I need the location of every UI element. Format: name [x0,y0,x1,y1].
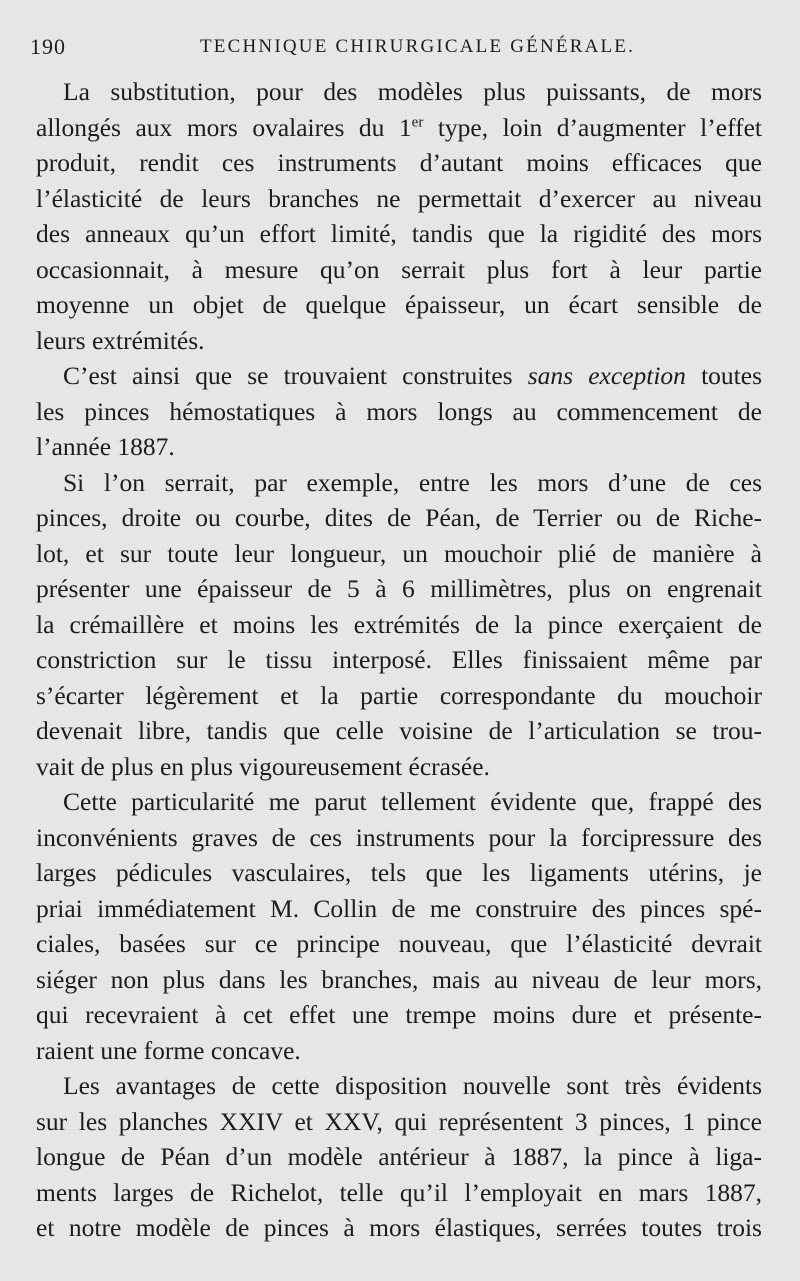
text-line: s’écarter légèrement et la partie correspondante du mouchoir [36,680,762,710]
text-line: constriction sur le tissu interposé. Elles finissaient même par [36,645,762,674]
text-line: l’élasticité de leurs branches ne permettait d’exercer au niveau [36,183,762,213]
text-line: leurs extrémités. [36,325,205,355]
text-line: La substitution, pour des modèles plus puissants, de mors [63,77,762,106]
text-line: occasionnait, à mesure qu’on serrait plus fort à leur partie [36,254,762,284]
text-line: qui recevraient à cet effet une trempe moins dure et présente- [36,1000,762,1029]
text-line: la crémaillère et moins les extrémités de la pince exerçaient de [36,609,762,639]
text-line: devenait libre, tandis que celle voisine de l’articulation se trou- [36,716,762,745]
body-text [36,74,762,1246]
running-head [30,30,760,64]
text-line: C’est ainsi que se trouvaient construites sans exception toutes [63,361,762,390]
text-line: ciales, basées sur ce principe nouveau, que l’élasticité devrait [36,929,762,958]
paragraph-5 [36,1068,762,1246]
text-line: priai immédiatement M. Collin de me construire des pinces spé- [36,893,762,923]
text-line: et notre modèle de pinces à mors élastiques, serrées toutes trois [36,1213,762,1242]
ordinal-superscript: er [411,114,424,130]
text-line: siéger non plus dans les branches, mais au niveau de leur mors, [36,964,762,994]
paragraph-4 [36,784,762,1068]
text-line: vait de plus en plus vigoureusement écrasée. [36,751,490,781]
text-line: Cette particularité me parut tellement évidente que, frappé des [63,787,762,816]
text-line: allongés aux mors ovalaires du 1er type, loin d’augmenter l’effet [36,112,762,142]
text-line: inconvénients graves de ces instruments pour la forcipressure des [36,822,762,852]
text-line: Si l’on serrait, par exemple, entre les mors d’une de ces [63,467,762,497]
text-line: lot, et sur toute leur longueur, un mouchoir plié de manière à [36,538,762,568]
text-line: larges pédicules vasculaires, tels que les ligaments utérins, je [36,858,762,887]
paragraph-1 [36,74,762,358]
text-line: Les avantages de cette disposition nouvelle sont très évidents [63,1071,762,1100]
running-title: TECHNIQUE CHIRURGICALE GÉNÉRALE. [200,36,636,57]
text-line: longue de Péan d’un modèle antérieur à 1887, la pince à liga- [36,1142,762,1171]
paragraph-2 [36,358,762,465]
text-line: raient une forme concave. [36,1035,301,1065]
text-line: pinces, droite ou courbe, dites de Péan, de Terrier ou de Riche- [36,503,762,532]
text-line: des anneaux qu’un effort limité, tandis que la rigidité des mors [36,219,762,248]
text-line: moyenne un objet de quelque épaisseur, un écart sensible de [36,290,762,319]
text-line: l’année 1887. [36,432,175,461]
paragraph-3 [36,465,762,785]
text-line: présenter une épaisseur de 5 à 6 millimètres, plus on engrenait [36,574,762,603]
page-number: 190 [30,34,66,59]
italic-emphasis: sans exception [527,361,686,390]
text-line: ments larges de Richelot, telle qu’il l’employait en mars 1887, [36,1177,762,1207]
text-line: sur les planches XXIV et XXV, qui représentent 3 pinces, 1 pince [36,1106,762,1136]
text-line: les pinces hémostatiques à mors longs au commencement de [36,396,762,426]
text-line: produit, rendit ces instruments d’autant moins efficaces que [36,148,762,177]
